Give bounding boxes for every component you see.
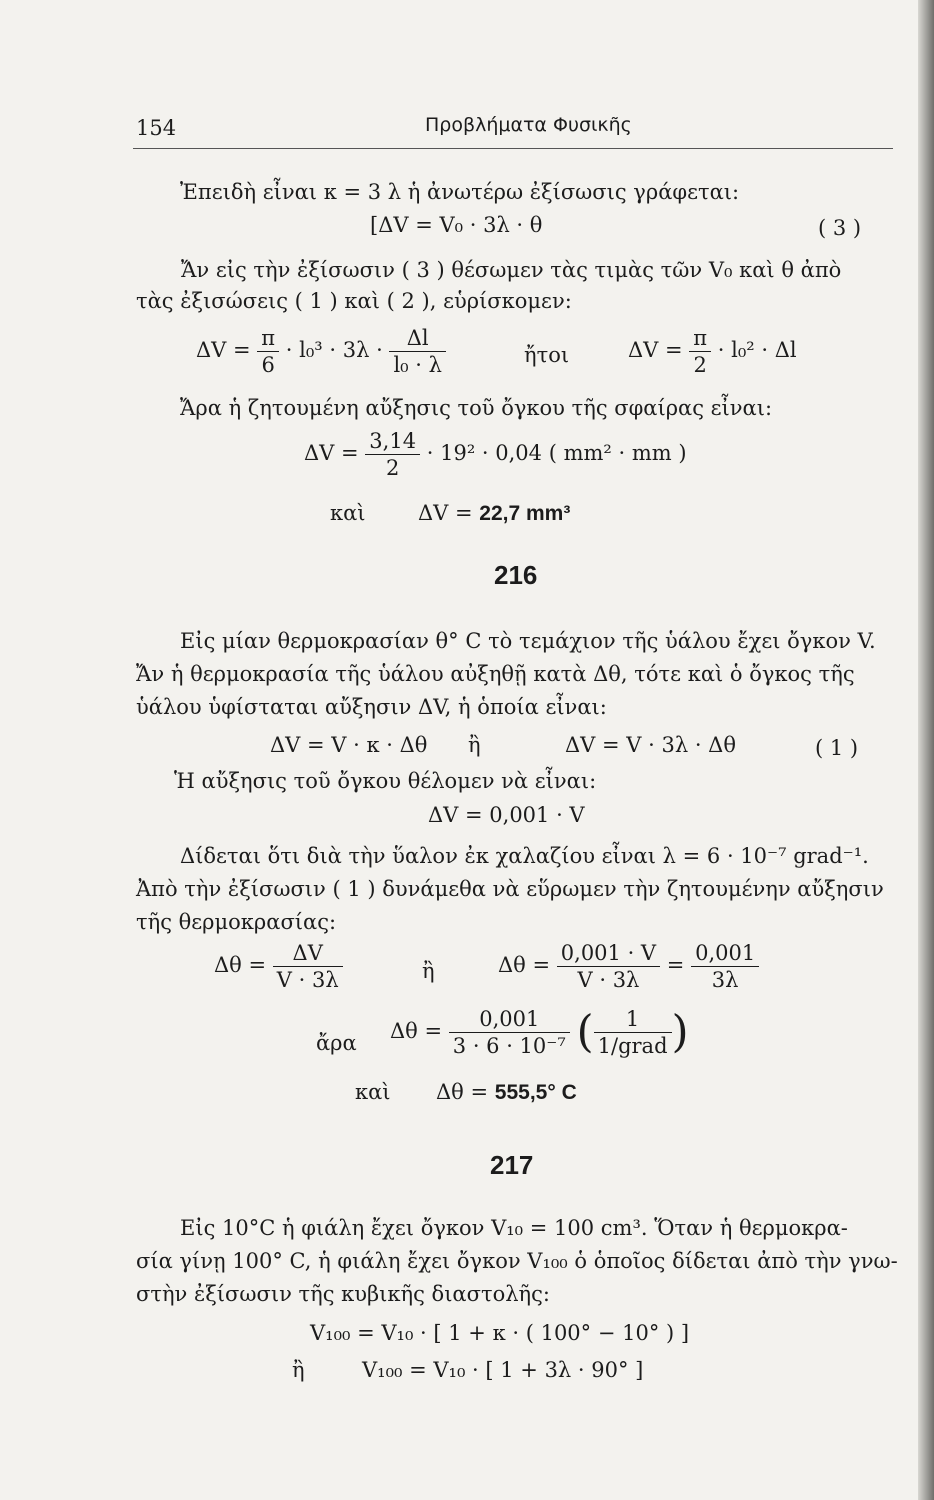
- word-itoi: ἤτοι: [524, 343, 570, 367]
- text-line: Ἀπὸ τὴν ἐξίσωσιν ( 1 ) δυνάμεθα νὰ εὕρωμεν τὴν ζητουμένην αὔξησιν: [136, 877, 884, 901]
- eq-middle: · l₀³ · 3λ ·: [285, 338, 383, 362]
- fraction: $\frac{0,001 \cdot V}{V \cdot 3\lambda}$: [557, 940, 660, 993]
- result-value: 555,5° C: [494, 1081, 577, 1104]
- word-or: ἢ: [422, 959, 435, 983]
- equation-delta-theta-numeric: Δθ = $\frac{0,001}{\text{3 · 6 · 10⁻⁷}}$ ( $\frac{1}{\text{1/grad}}$ ): [390, 1006, 689, 1058]
- equation-tag: ( 3 ): [818, 216, 862, 240]
- running-title: Προβλήματα Φυσικῆς: [425, 114, 632, 136]
- header-rule: [133, 148, 893, 149]
- text-line: τῆς θερμοκρασίας:: [136, 910, 337, 934]
- fraction: $\frac{3,14}{2}$: [365, 428, 420, 481]
- fraction: $\frac{0,001}{3\lambda}$: [691, 940, 759, 993]
- equation-1a: ΔV = V · κ · Δθ: [270, 733, 428, 757]
- word-or: ἢ: [468, 733, 481, 757]
- equation-numeric: ΔV = $\frac{3,14}{2}$ · 19² · 0,04 ( mm² · mm ): [304, 429, 687, 480]
- fraction: $\frac{\Delta l}{\text{l₀ · λ}}$: [389, 325, 445, 378]
- text-line: ὑάλου ὑφίσταται αὔξησιν ΔV, ἡ ὁποία εἶναι:: [136, 695, 607, 719]
- word-or: ἢ: [292, 1358, 305, 1382]
- word-kai: καὶ: [355, 1080, 391, 1104]
- result-line: Δθ = 555,5° C: [436, 1080, 577, 1104]
- text-line: σία γίνῃ 100° C, ἡ φιάλη ἔχει ὄγκον V₁₀₀ ὁ ὁποῖος δίδεται ἀπὸ τὴν γνω-: [136, 1249, 898, 1273]
- fraction: $\frac{\pi}{2}$: [689, 325, 711, 378]
- left-paren: (: [576, 1006, 594, 1058]
- text-line: Εἰς 10°C ἡ φιάλη ἔχει ὄγκον V₁₀ = 100 cm³. Ὅταν ἡ θερμοκρα-: [180, 1216, 848, 1240]
- text-line: στὴν ἐξίσωσιν τῆς κυβικῆς διαστολῆς:: [136, 1282, 550, 1306]
- result-value: 22,7 mm³: [479, 502, 571, 525]
- word-kai: καὶ: [330, 501, 366, 525]
- equation-expansion: V₁₀₀ = V₁₀ · [ 1 + κ · ( 100° − 10° ) ]: [310, 1321, 690, 1345]
- unit-fraction: $\frac{1}{\text{1/grad}}$: [594, 1006, 672, 1059]
- equation-expansion-2: V₁₀₀ = V₁₀ · [ 1 + 3λ · 90° ]: [362, 1358, 644, 1382]
- text-line: Ἄν εἰς τὴν ἐξίσωσιν ( 3 ) θέσωμεν τὰς τιμὰς τῶν V₀ καὶ θ ἀπὸ: [181, 258, 842, 282]
- problem-number: 216: [494, 560, 538, 590]
- text-line: Ἄν ἡ θερμοκρασία τῆς ὑάλου αὐξηθῇ κατὰ Δθ, τότε καὶ ὁ ὄγκος τῆς: [136, 662, 855, 686]
- text-line: τὰς ἐξισώσεις ( 1 ) καὶ ( 2 ), εὑρίσκομεν:: [136, 289, 572, 313]
- right-paren: ): [671, 1006, 689, 1058]
- equation-tag: ( 1 ): [815, 736, 859, 760]
- text-line: Ἡ αὔξησις τοῦ ὄγκου θέλομεν νὰ εἶναι:: [174, 769, 597, 793]
- word-ara: ἄρα: [316, 1031, 357, 1055]
- fraction: $\frac{\Delta V}{V \cdot 3\lambda}$: [273, 940, 343, 993]
- equation-2: ΔV = 0,001 · V: [428, 803, 585, 827]
- equation-volume-change-simplified: ΔV = $\frac{\pi}{2}$ · l₀² · Δl: [628, 326, 797, 377]
- equation-1b: ΔV = V · 3λ · Δθ: [565, 733, 736, 757]
- equation-3: [ΔV = V₀ · 3λ · θ: [370, 213, 543, 237]
- text-line: Ἄρα ἡ ζητουμένη αὔξησις τοῦ ὄγκου τῆς σφαίρας εἶναι:: [180, 396, 773, 420]
- page-number: 154: [136, 116, 177, 140]
- result-line: ΔV = 22,7 mm³: [418, 501, 571, 525]
- eq-lhs: ΔV =: [196, 338, 251, 362]
- fraction: $\frac{0,001}{\text{3 · 6 · 10⁻⁷}}$: [449, 1006, 570, 1059]
- equation-delta-theta: Δθ = $\frac{\Delta V}{V \cdot 3\lambda}$: [214, 940, 343, 993]
- equation-volume-change: [196, 325, 446, 378]
- text-line: Εἰς μίαν θερμοκρασίαν θ° C τὸ τεμάχιον τῆς ὑάλου ἔχει ὄγκον V.: [180, 629, 876, 653]
- equation-delta-theta-2: Δθ = $\frac{0,001 \cdot V}{V \cdot 3\lambda}$ = $\frac{0,001}{3\lambda}$: [498, 940, 759, 993]
- fraction: $\frac{\pi}{6}$: [257, 325, 279, 378]
- problem-number: 217: [490, 1150, 534, 1180]
- text-line: Δίδεται ὅτι διὰ τὴν ὕαλον ἐκ χαλαζίου εἶναι λ = 6 · 10⁻⁷ grad⁻¹.: [180, 844, 869, 868]
- text-line: Ἐπειδὴ εἶναι κ = 3 λ ἡ ἀνωτέρω ἐξίσωσις γράφεται:: [180, 180, 740, 204]
- page-edge-shadow: [918, 0, 934, 1500]
